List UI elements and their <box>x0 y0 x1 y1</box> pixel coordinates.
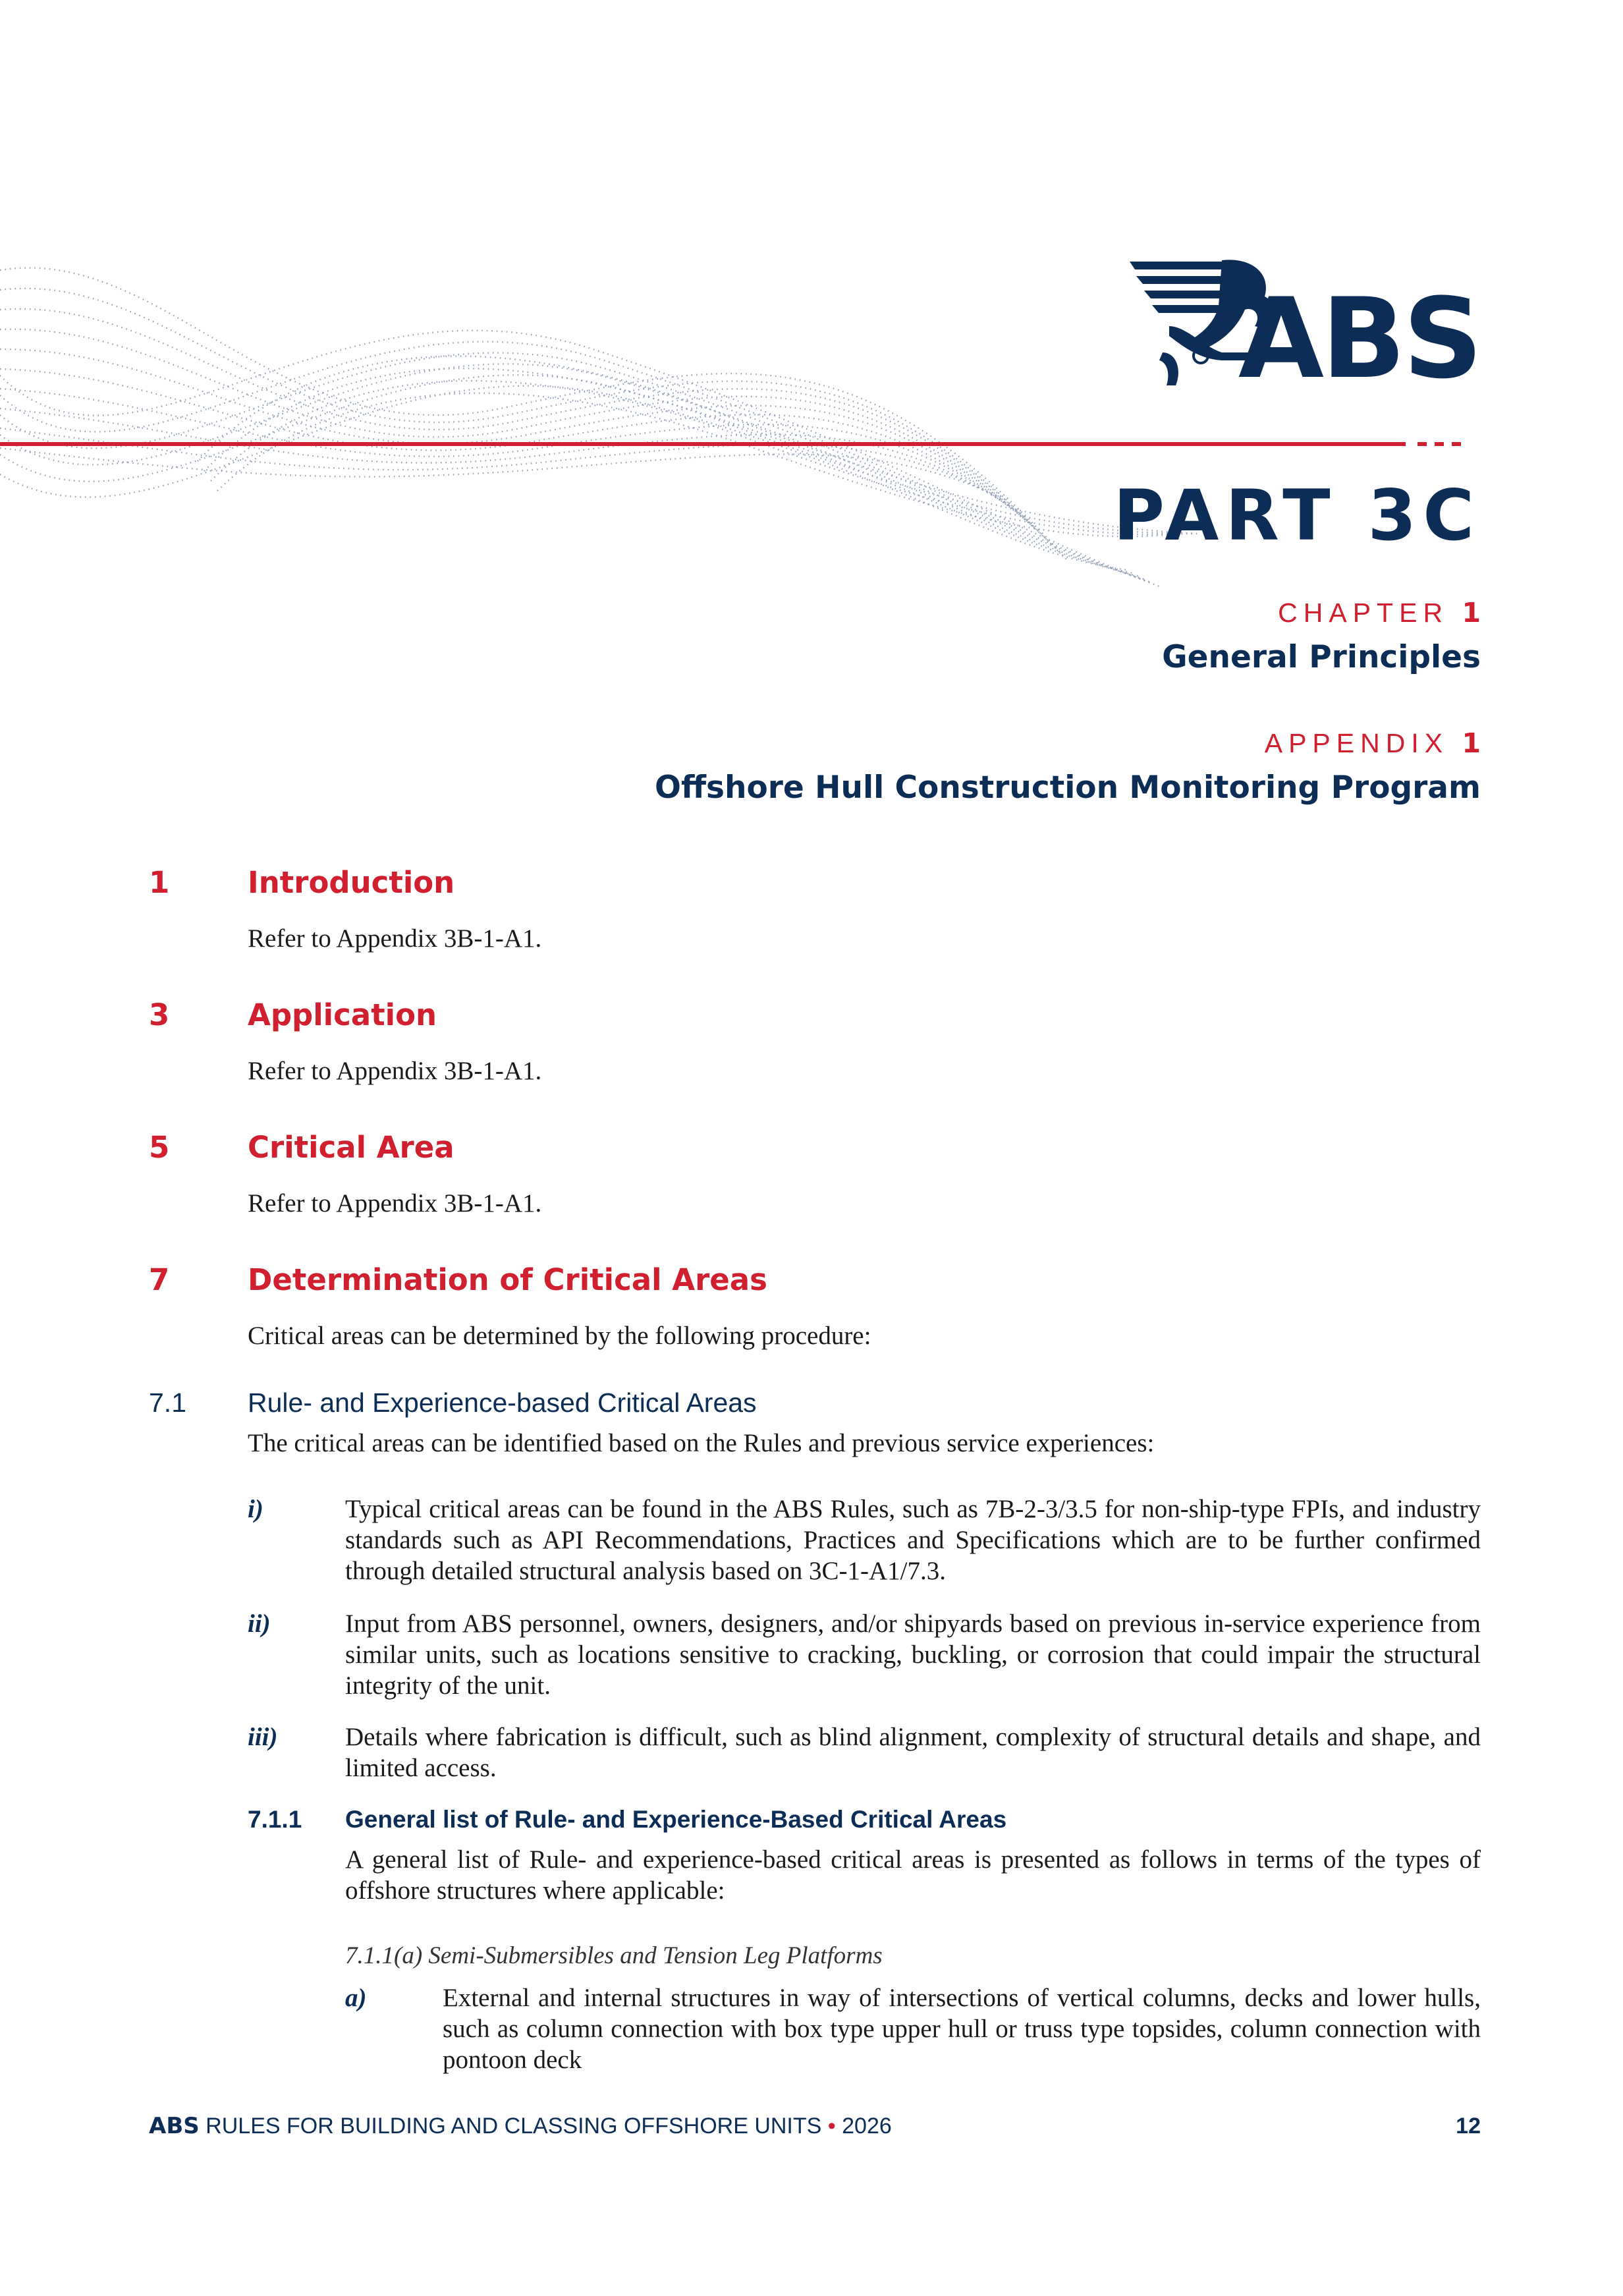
abs-logo-text: ABS <box>1238 274 1481 403</box>
paragraph-heading: 7.1.1(a) Semi-Submersibles and Tension Leg Platforms <box>345 1942 883 1969</box>
chapter-number: 1 <box>1462 597 1481 629</box>
appendix-title: Offshore Hull Construction Monitoring Program <box>655 770 1481 806</box>
appendix-label: APPENDIX 1 <box>1264 727 1481 759</box>
section-text: Critical areas can be determined by the following procedure: <box>248 1322 871 1350</box>
section-title-critical-area: Critical Area <box>248 1130 454 1165</box>
list-item-text: Details where fabrication is difficult, such as blind alignment, complexity of structural details and shape, and limited access. <box>345 1723 1481 1782</box>
header-red-dash <box>1435 442 1444 446</box>
section-number: 5 <box>149 1130 170 1165</box>
section-title-determination: Determination of Critical Areas <box>248 1262 767 1297</box>
list-item-label: a) <box>345 1984 367 2012</box>
header-red-rule <box>0 442 1406 446</box>
subsection-intro: The critical areas can be identified based on the Rules and previous service experiences: <box>248 1429 1155 1457</box>
list-item-text: External and internal structures in way of intersections of vertical columns, decks and lower hulls, such as column connection with box type upper hull or truss type topsides, column connection with pontoon deck <box>443 1984 1481 2074</box>
page-number: 12 <box>1456 2114 1481 2139</box>
footer-bullet: • <box>827 2114 836 2139</box>
footer-title: RULES FOR BUILDING AND CLASSING OFFSHORE UNITS <box>206 2114 822 2139</box>
subsection-number: 7.1 <box>149 1387 186 1418</box>
subsubsection-number: 7.1.1 <box>248 1806 302 1833</box>
list-item-label: iii) <box>248 1723 278 1751</box>
section-title-introduction: Introduction <box>248 865 455 900</box>
list-item-text: Typical critical areas can be found in the ABS Rules, such as 7B-2-3/3.5 for non-ship-type FPIs, and industry standards such as API Recommendations, Practices and Specifications which are to be further confirmed through detailed structural analysis based on 3C-1-A1/7.3. <box>345 1495 1481 1585</box>
list-item-label: i) <box>248 1495 263 1523</box>
section-text: Refer to Appendix 3B-1-A1. <box>248 1189 542 1218</box>
section-title-application: Application <box>248 997 437 1032</box>
list-item-text: Input from ABS personnel, owners, designers, and/or shipyards based on previous in-service experience from similar units, such as locations sensitive to cracking, buckling, or corrosion that could impair the structural integrity of the unit. <box>345 1610 1481 1700</box>
footer-brand: ABS <box>149 2113 200 2139</box>
section-number: 7 <box>149 1262 170 1297</box>
footer-year: 2026 <box>842 2114 892 2139</box>
subsubsection-title: General list of Rule- and Experience-Based Critical Areas <box>345 1806 1007 1833</box>
section-text: Refer to Appendix 3B-1-A1. <box>248 924 542 953</box>
section-number: 1 <box>149 865 170 900</box>
subsection-title: Rule- and Experience-based Critical Areas <box>248 1387 757 1418</box>
footer-document-title <box>149 2115 892 2137</box>
header-red-dash <box>1417 442 1427 446</box>
header-red-dash <box>1452 442 1461 446</box>
part-title: PART 3C <box>1113 475 1481 556</box>
list-item-label: ii) <box>248 1610 271 1638</box>
subsubsection-intro: A general list of Rule- and experience-based critical areas is presented as follows in terms of the types of offshore structures where applicable: <box>345 1845 1481 1905</box>
chapter-title: General Principles <box>1162 639 1481 675</box>
chapter-label: CHAPTER 1 <box>1278 597 1481 629</box>
section-text: Refer to Appendix 3B-1-A1. <box>248 1057 542 1085</box>
appendix-number: 1 <box>1462 727 1481 759</box>
section-number: 3 <box>149 997 170 1032</box>
